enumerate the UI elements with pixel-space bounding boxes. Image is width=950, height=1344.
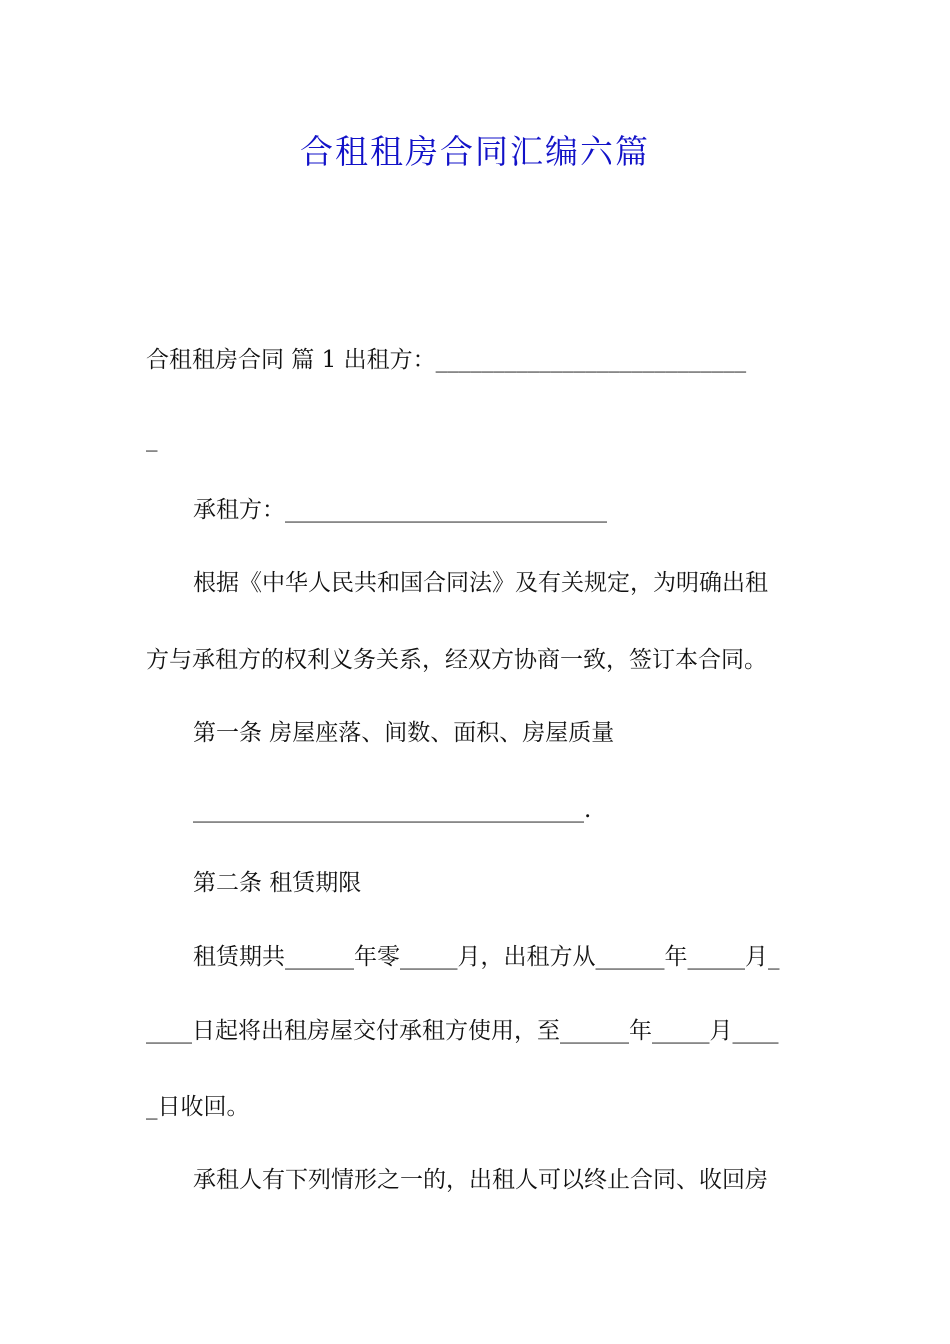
paragraph-line: ____日起将出租房屋交付承租方使用，至______年_____月____ (146, 1018, 779, 1044)
paragraph-line: 租赁期共______年零_____月，出租方从______年_____月_ (193, 944, 780, 970)
article-one-blank: __________________________________. (193, 797, 592, 823)
paragraph-line: _日收回。 (146, 1094, 250, 1120)
paragraph-line: 根据《中华人民共和国合同法》及有关规定，为明确出租 (193, 570, 768, 596)
article-two-heading: 第二条 租赁期限 (193, 870, 362, 896)
contract-heading-lessor-line: 合租租房合同 篇 1 出租方：___________________________ (146, 347, 747, 373)
lessor-blank-continuation: _ (146, 426, 158, 452)
article-one-heading: 第一条 房屋座落、间数、面积、房屋质量 (193, 720, 615, 746)
paragraph-line: 方与承租方的权利义务关系，经双方协商一致，签订本合同。 (146, 647, 767, 673)
lessee-line: 承租方：____________________________ (193, 497, 607, 523)
paragraph-line: 承租人有下列情形之一的，出租人可以终止合同、收回房 (193, 1167, 768, 1193)
document-title: 合租租房合同汇编六篇 (300, 132, 650, 171)
